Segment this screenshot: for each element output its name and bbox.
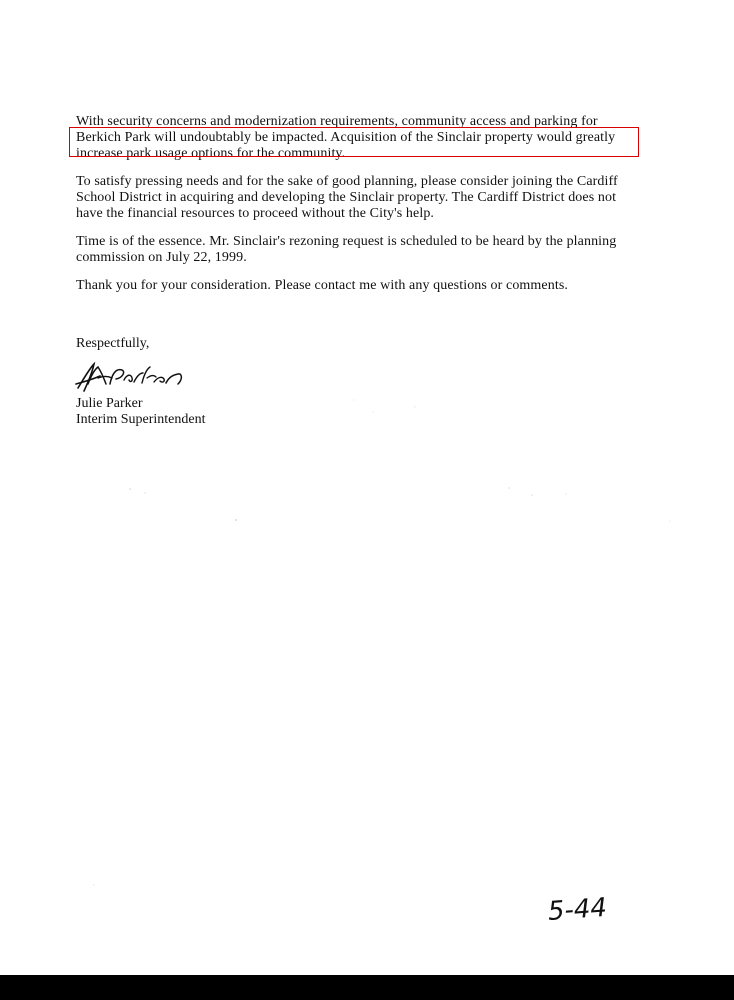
signatory-title: Interim Superintendent [76, 412, 206, 427]
paragraph-2 [76, 174, 676, 222]
paragraph-line: Berkich Park will undoubtably be impacted. Acquisition of the Sinclair property would greatly [76, 130, 616, 145]
paragraph-line: increase park usage options for the community. [76, 146, 346, 161]
paragraph-line: Thank you for your consideration. Please contact me with any questions or comments. [76, 278, 568, 293]
paragraph-line: With security concerns and modernization requirements, community access and parking for [76, 114, 598, 129]
paragraph-3 [76, 234, 676, 266]
page-number: 5-44 [546, 892, 608, 927]
paragraph-line: commission on July 22, 1999. [76, 250, 247, 265]
paragraph-4 [76, 278, 676, 294]
paragraph-1 [76, 114, 676, 162]
signature [74, 360, 186, 394]
paragraph-line: Time is of the essence. Mr. Sinclair's rezoning request is scheduled to be heard by the planning [76, 234, 617, 249]
signatory-name: Julie Parker [76, 396, 143, 411]
paragraph-line: have the financial resources to proceed without the City's help. [76, 206, 435, 221]
paragraph-line: To satisfy pressing needs and for the sake of good planning, please consider joining the Cardiff [76, 174, 618, 189]
scan-edge-bar [0, 975, 734, 1000]
closing-salutation: Respectfully, [76, 336, 150, 351]
paragraph-line: School District in acquiring and developing the Sinclair property. The Cardiff District does not [76, 190, 617, 205]
